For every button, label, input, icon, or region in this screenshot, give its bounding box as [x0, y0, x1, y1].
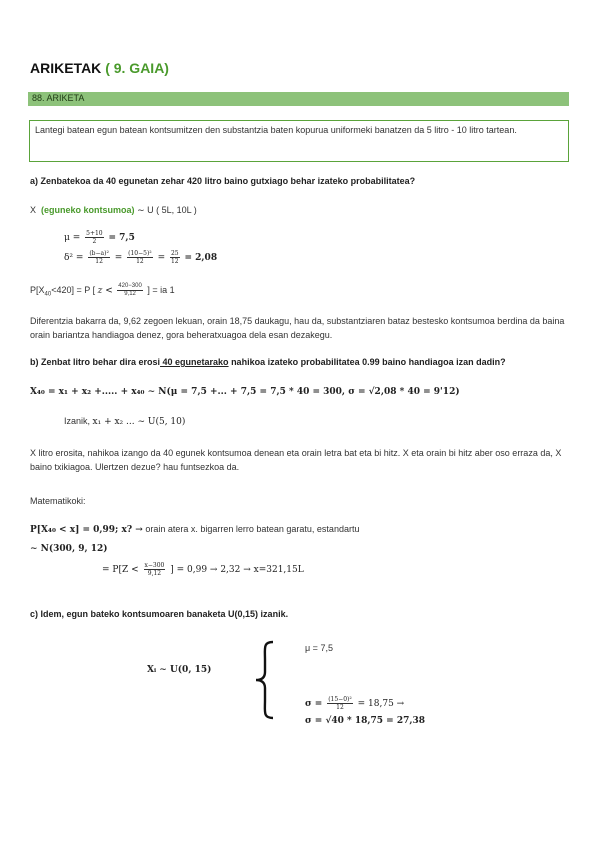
- equation-2: ∼ N(300, 9, 12): [30, 544, 108, 554]
- prob-mid: <420] = P [: [51, 284, 96, 295]
- page-title: [30, 60, 169, 76]
- curly-brace-icon: [253, 640, 277, 720]
- mu-result: = 7,5: [108, 233, 135, 243]
- sum-formula: X₄₀ = x₁ + x₂ +..... + x₄₀ ∼ N(μ = 7,5 +... + 7,5 = 7,5 * 40 = 300, σ = √2,08 * 40 = 9'12): [30, 387, 460, 397]
- eq3-fraction: [144, 562, 166, 577]
- variance-formula: δ² = $\frac{\text{(b−a)²}}{12}$ = $\frac{\text{(10−5)²}}{12}$ = $\frac{25}{12}$ = 2,08: [64, 250, 218, 265]
- title-main: ARIKETAK: [30, 60, 102, 76]
- statement-text: Lantegi batean egun batean kontsumitzen den substantzia baten kopurua uniformeki banatzen da 5 litro - 10 litro tartean.: [35, 125, 517, 135]
- sigma1-left: σ =: [305, 699, 323, 709]
- question-b: [30, 357, 506, 367]
- question-b-post: nahikoa izateko probabilitatea 0.99 baino handiagoa izan dadin?: [228, 357, 506, 367]
- eq3-num: x−300: [144, 562, 165, 569]
- question-a: a) Zenbatekoa da 40 egunetan zehar 420 litro baino gutxiago behar izateko probabilitatea?: [30, 176, 416, 186]
- x-distribution: ∼ U ( 5L, 10L ): [137, 205, 197, 215]
- equation-3: [102, 562, 304, 577]
- eq3-den: 9,12: [147, 570, 162, 577]
- exercise-label: 88. ARIKETA: [32, 93, 85, 103]
- var-f1-den: 12: [95, 258, 103, 265]
- izanik-expression: x₁ + x₂ ... ∼ U(5, 10): [92, 417, 186, 427]
- question-c: c) Idem, egun bateko kontsumoaren banaketa U(0,15) izanik.: [30, 609, 289, 619]
- x-green-label: (eguneko kontsumoa): [41, 205, 135, 215]
- x-prefix: X: [30, 205, 37, 215]
- prob-right: ] = ia 1: [147, 284, 175, 295]
- sigma1-den: 12: [336, 704, 344, 711]
- prob-fraction: [117, 283, 143, 298]
- eq3-left: = P[Z <: [102, 565, 139, 575]
- prob-den: 9,12: [124, 291, 136, 297]
- variance-label: δ² =: [64, 253, 84, 263]
- eq1-math: P[X₄₀ < x] = 0,99; x? →: [30, 525, 143, 535]
- var-f2-den: 12: [136, 258, 144, 265]
- izanik-line: [64, 416, 185, 427]
- math-label: Matematikoki:: [30, 496, 86, 506]
- mu-fraction: [85, 230, 103, 245]
- sigma1-fraction: [327, 696, 353, 711]
- eq3-right: ] = 0,99 → 2,32 → x=321,15L: [170, 565, 304, 575]
- prob-z: z <: [97, 285, 113, 296]
- izanik-label: Izanik,: [64, 416, 91, 426]
- xi-distribution: Xᵢ ∼ U(0, 15): [147, 665, 212, 675]
- var-f3-num: 25: [170, 250, 179, 257]
- title-accent: ( 9. GAIA): [105, 60, 169, 76]
- prob-left: P[X: [30, 284, 45, 295]
- equation-1: [30, 524, 359, 535]
- mu-label: μ =: [64, 233, 81, 243]
- mu-c: μ = 7,5: [305, 643, 333, 653]
- var-f1-num: (b−a)²: [89, 250, 109, 257]
- sigma-1: [305, 696, 404, 711]
- explanation-a: Diferentzia bakarra da, 9,62 zegoen lekuan, orain 18,75 daukagu, hau da, substantziaren bataz bestesko kontsumoa berdina da baina orain bariantza handiagoa denez, gora beheratxuagoa dela esan dezakegu.: [30, 316, 565, 340]
- x-definition: [30, 205, 197, 216]
- variance-fraction-2: [127, 250, 153, 265]
- exercise-band: [28, 92, 569, 106]
- question-b-pre: b) Zenbat litro behar dira erosi: [30, 357, 161, 367]
- sigma1-right: = 18,75 →: [357, 699, 405, 709]
- var-f2-num: (10−5)²: [128, 250, 152, 257]
- statement-box: [29, 120, 569, 162]
- mu-num: 5+10: [86, 230, 103, 237]
- variance-result: = 2,08: [184, 253, 218, 263]
- variance-fraction-3: [170, 250, 180, 265]
- explanation-b: X litro erosita, nahikoa izango da 40 egunek kontsumoa denean eta orain letra bat eta bi hitz. X eta orain bi hitz aber oso erraza da, X baino txikiagoa. Ulertzen dezue? hau funtsezkoa da.: [30, 448, 562, 472]
- sigma1-num: (15−0)²: [328, 696, 352, 703]
- question-b-underline: 40 egunetarako: [160, 357, 229, 367]
- mu-den: 2: [92, 238, 97, 245]
- prob-num: 420−300: [118, 283, 142, 289]
- mu-formula: [64, 230, 135, 245]
- variance-fraction-1: [88, 250, 110, 265]
- var-f3-den: 12: [170, 258, 179, 265]
- probability-formula: [30, 283, 175, 298]
- prob-sub: 40: [44, 291, 52, 298]
- eq1-text: orain atera x. bigarren lerro batean garatu, estandartu: [142, 524, 360, 534]
- sigma-2: σ = √40 * 18,75 = 27,38: [305, 716, 426, 726]
